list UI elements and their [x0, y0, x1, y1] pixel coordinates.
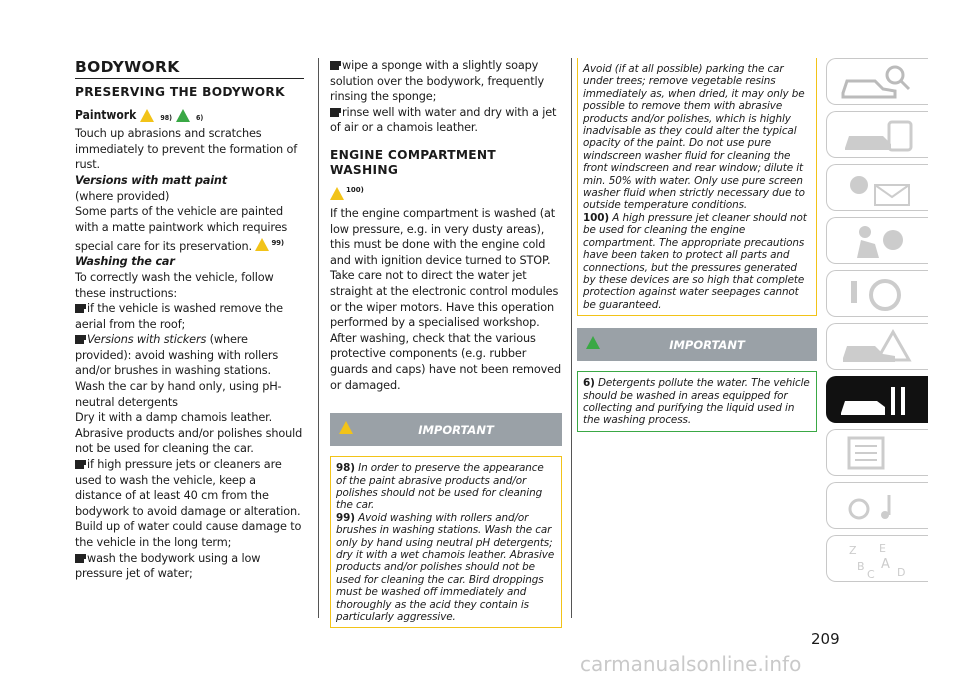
svg-text:D: D	[897, 566, 906, 578]
bullet-item: rinse well with water and dry with a jet of air or a chamois leather.	[330, 105, 557, 135]
bullet-icon	[75, 460, 84, 469]
warning-box-continued	[577, 58, 817, 316]
warning-note: Avoid (if at all possible) parking the car under trees; remove vegetable resins immediately as, when dried, it may only be possible to remove them with abrasive products and/or polishes, which is highly inadvisable as they could alter the typical opacity of the paint. Do not use pure windscreen washer fluid for cleaning the front windscreen and rear window; dilute it min. 50% with water. Only use pure screen washer fluid when strictly necessary due to outside temperature conditions.	[583, 63, 805, 212]
bullet-item: if high pressure jets or cleaners are used to wash the vehicle, keep a distance of at least 40 cm from the bodywork to avoid damage or alteration. Build up of water could cause damage to the vehicle in the long term;	[75, 458, 302, 550]
column-3	[577, 58, 817, 432]
tab-steering[interactable]	[826, 270, 928, 317]
car-tools-icon	[835, 381, 915, 419]
bullet-icon	[330, 61, 339, 70]
media-icon	[835, 487, 915, 525]
alphabet-index-icon	[835, 540, 915, 578]
warning-note: 99) Avoid washing with rollers and/or brushes in washing stations. Wash the car only by hand using neutral pH detergents; dry it with a wet chamois leather. Abrasive products and/or polishes should not be used for cleaning the car. Bird droppings must be washed off immediately and thoroughly as the acid they contain is particularly aggressive.	[336, 511, 555, 623]
section-title: BODYWORK	[75, 58, 304, 79]
column-2	[330, 58, 562, 628]
paintwork-heading: Paintwork 98) 6)	[75, 108, 204, 122]
warning-car-icon	[835, 328, 915, 366]
page-number: 209	[811, 630, 840, 648]
dashboard-lights-icon	[835, 169, 915, 207]
steering-wheel-icon	[835, 275, 915, 313]
tab-car-search[interactable]	[826, 58, 928, 105]
column-divider	[571, 58, 572, 618]
tab-dashboard-lights[interactable]	[826, 164, 928, 211]
bullet-icon	[330, 108, 339, 117]
tab-car-tools[interactable]	[826, 376, 928, 423]
warning-icon	[255, 238, 269, 251]
data-list-icon	[835, 434, 915, 472]
paragraph: If the engine compartment is washed (at low pressure, e.g. in very dusty areas), this must be done with the engine cold and with ignition device turned to STOP. Take care not to direct the water jet straight at the electronic control modules or the wiper motors. Have this operation performed by a specialised workshop. After washing, check that the various protective components (e.g. rubber guards and caps) have not been removed or damaged.	[330, 206, 561, 392]
tab-alphabet-index[interactable]	[826, 535, 928, 582]
tab-media[interactable]	[826, 482, 928, 529]
important-banner: IMPORTANT	[330, 413, 562, 446]
matt-heading: Versions with matt paint	[75, 173, 227, 187]
engine-ref: 100)	[330, 183, 562, 202]
tab-warning-car[interactable]	[826, 323, 928, 370]
environment-note: 6) Detergents pollute the water. The vehicle should be washed in areas equipped for collecting and purifying the liquid used in the washing process.	[583, 377, 810, 427]
bullet-item: Versions with stickers (where provided): avoid washing with rollers and/or brushes in washing stations. Wash the car by hand only, using pH-neutral detergents	[75, 333, 282, 409]
svg-text:B: B	[857, 560, 865, 573]
airbag-icon	[835, 222, 915, 260]
svg-text:E: E	[879, 542, 886, 555]
svg-text:Z: Z	[849, 544, 857, 557]
svg-text:C: C	[867, 568, 875, 578]
watermark: carmanualsonline.info	[580, 652, 802, 676]
bullet-icon	[75, 335, 84, 344]
tab-data-list[interactable]	[826, 429, 928, 476]
paragraph: Dry it with a damp chamois leather. Abrasive products and/or polishes should not be used for cleaning the car.	[75, 411, 303, 456]
important-banner: IMPORTANT	[577, 328, 817, 361]
column-1	[75, 58, 304, 582]
paragraph: Touch up abrasions and scratches immediately to prevent the formation of rust.	[75, 127, 298, 172]
warning-icon	[330, 187, 344, 200]
chapter-tabs	[826, 58, 928, 588]
column-divider	[318, 58, 319, 618]
warning-icon	[140, 109, 154, 122]
bullet-icon	[75, 304, 84, 313]
warning-box	[330, 456, 562, 628]
bullet-icon	[75, 554, 84, 563]
section-subtitle: PRESERVING THE BODYWORK	[75, 85, 285, 99]
engine-heading: ENGINE COMPARTMENT WASHING	[330, 147, 497, 177]
tab-airbag[interactable]	[826, 217, 928, 264]
washing-heading: Washing the car	[75, 254, 175, 268]
bullet-item: wipe a sponge with a slightly soapy solution over the bodywork, frequently rinsing the sponge;	[330, 59, 545, 104]
car-door-icon	[835, 116, 915, 154]
svg-text:A: A	[881, 557, 890, 572]
bullet-item: wash the bodywork using a low pressure jet of water;	[75, 551, 261, 581]
environment-box	[577, 371, 817, 432]
warning-note: 98) In order to preserve the appearance of the paint abrasive products and/or polishes should not be used for cleaning the car.	[336, 462, 544, 512]
environment-icon	[176, 109, 190, 122]
paragraph: (where provided)	[75, 189, 170, 203]
warning-note: 100) A high pressure jet cleaner should not be used for cleaning the engine compartment. The appropriate precautions have been taken to protect all parts and connections, but the pressures generated by these devices are so high that complete protection against water seepages cannot be guaranteed.	[583, 211, 807, 311]
paragraph: Some parts of the vehicle are painted with a matte paintwork which requires special care for its preservation. $^{99)}$	[75, 205, 288, 253]
bullet-item: if the vehicle is washed remove the aerial from the roof;	[75, 302, 283, 331]
paragraph: To correctly wash the vehicle, follow these instructions:	[75, 270, 274, 300]
tab-car-door[interactable]	[826, 111, 928, 158]
car-search-icon	[835, 63, 915, 101]
